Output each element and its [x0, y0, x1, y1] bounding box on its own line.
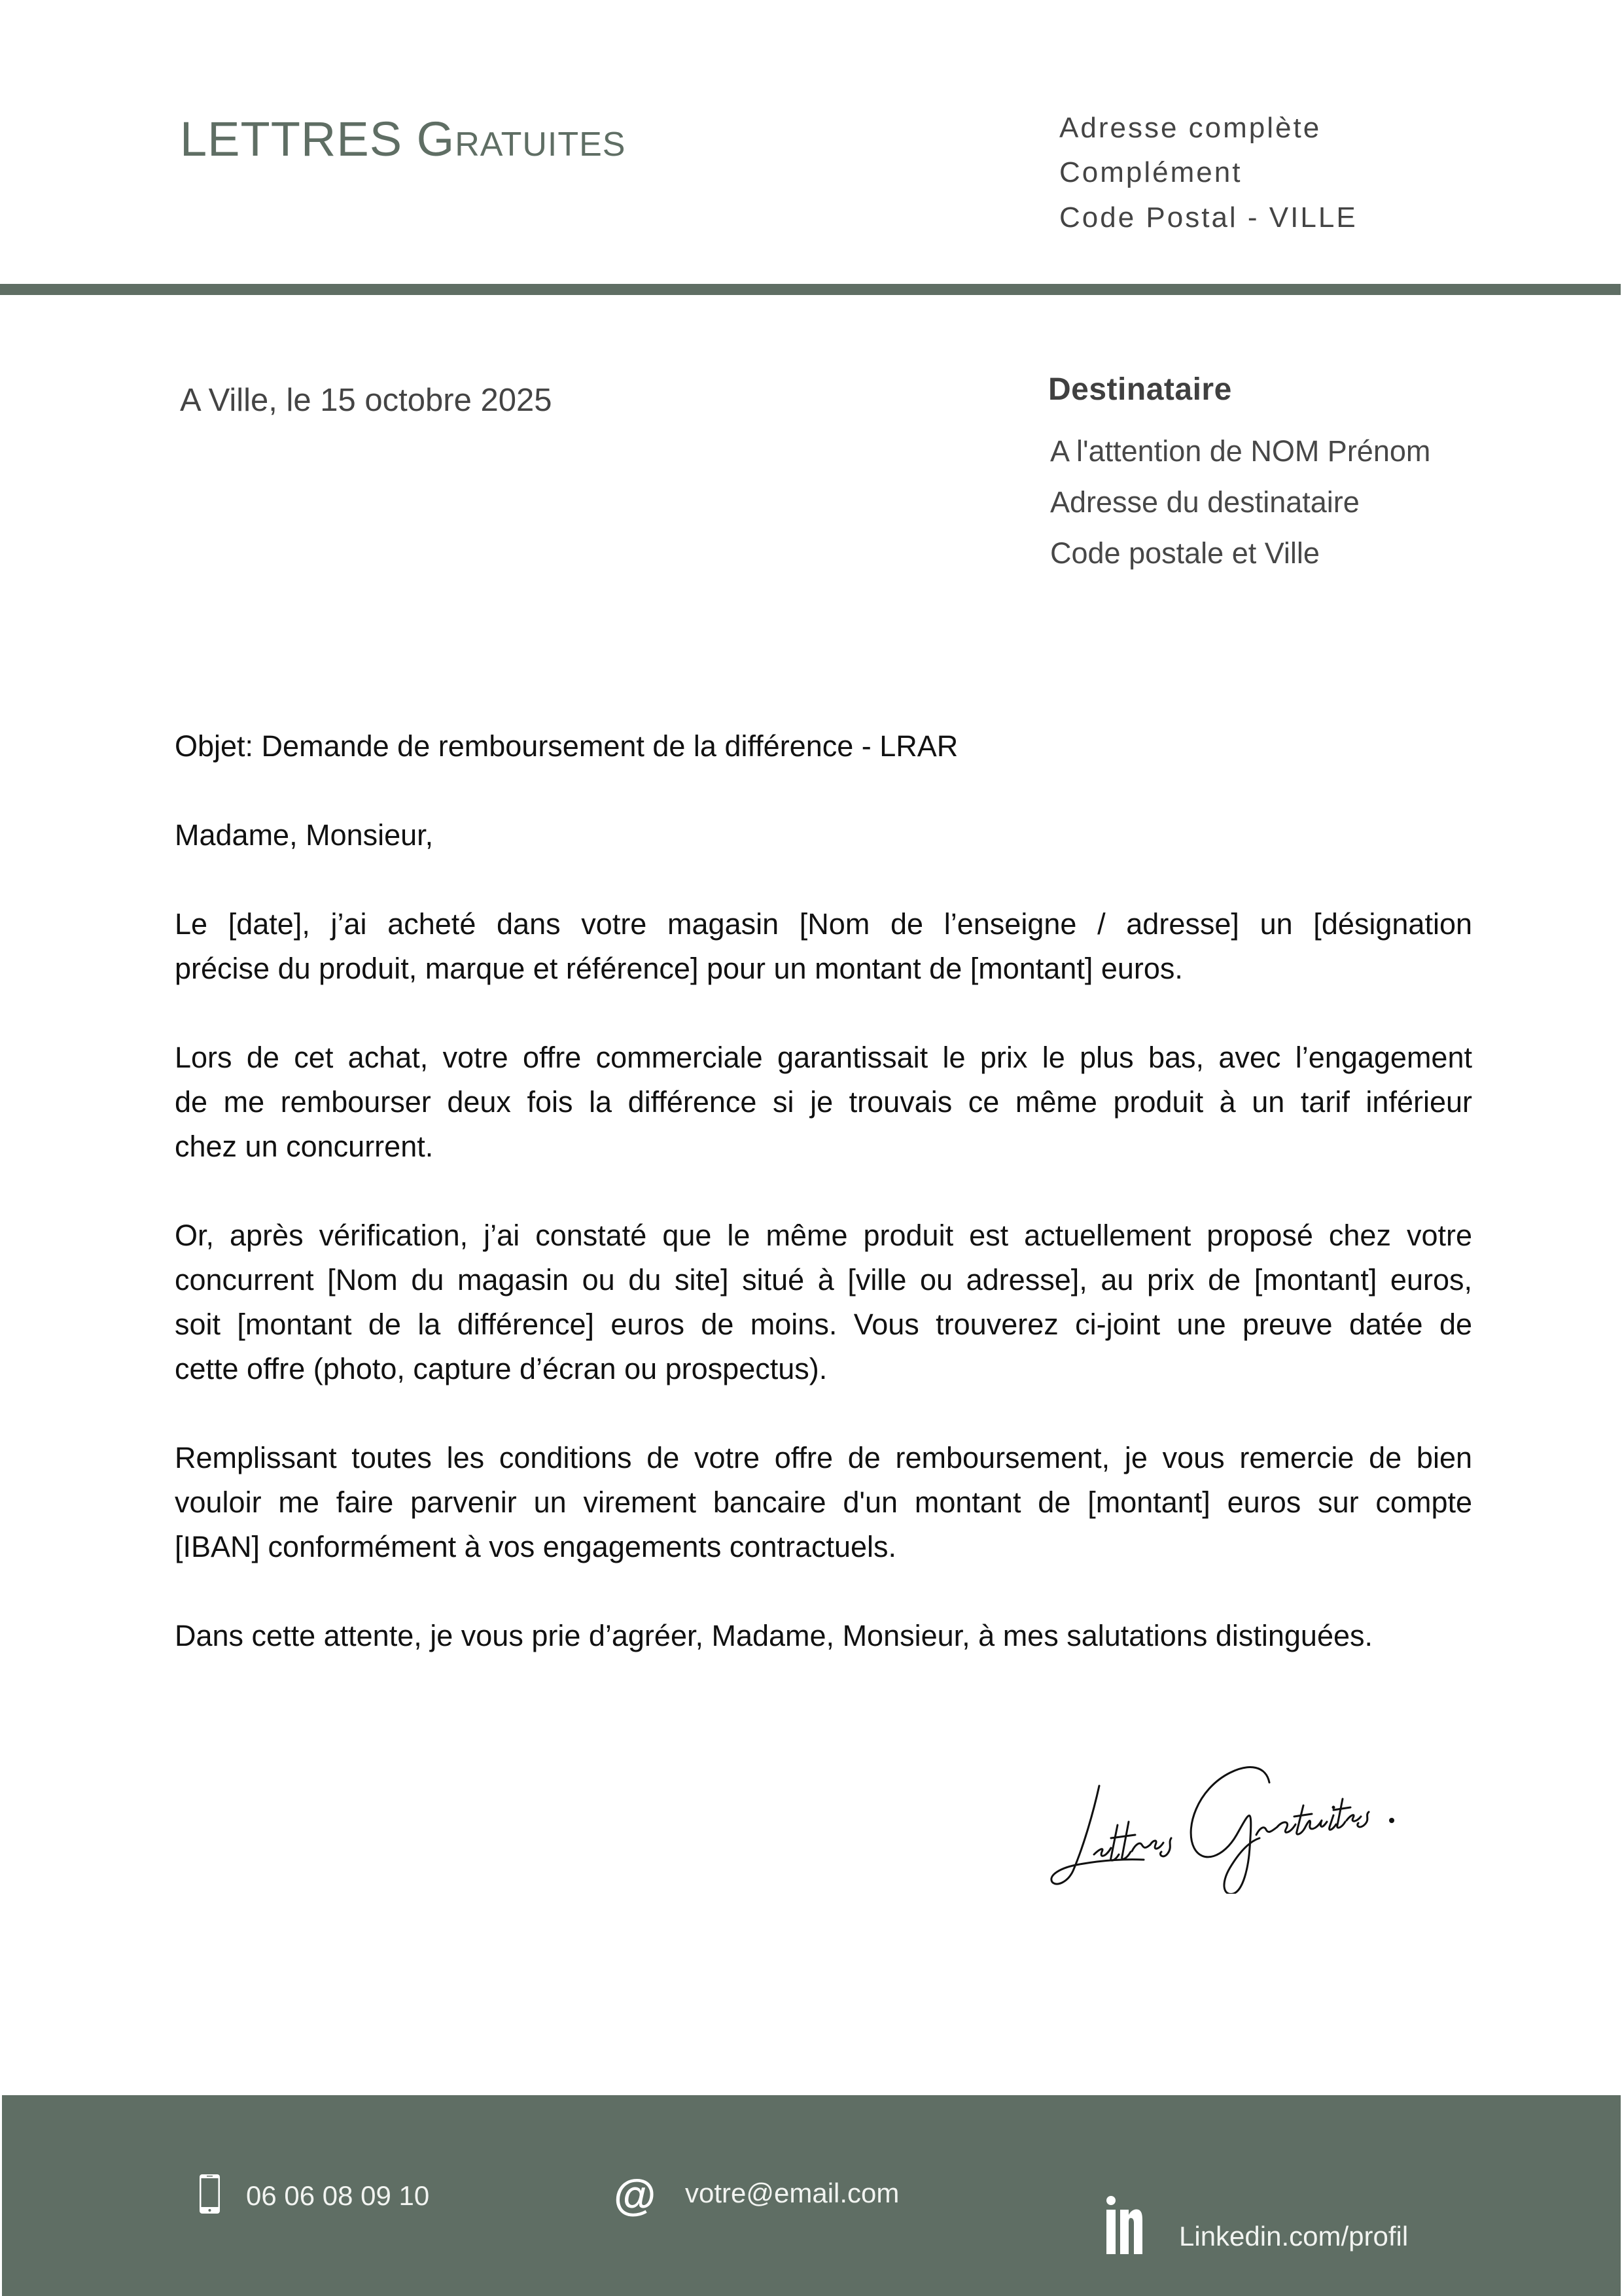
sender-address-line-3: Code Postal - VILLE [1059, 201, 1358, 234]
signature [1034, 1737, 1413, 1894]
recipient-line-1: A l'attention de NOM Prénom [1050, 434, 1431, 468]
paragraph-line: vouloir me faire parvenir un virement bancaire d'un montant de [montant] euros sur compte [175, 1486, 1472, 1519]
smartphone-icon [199, 2174, 220, 2214]
date-line: A Ville, le 15 octobre 2025 [180, 383, 552, 418]
linkedin-icon [1106, 2194, 1142, 2254]
recipient-heading: Destinataire [1048, 372, 1232, 407]
paragraph-line: Or, après vérification, j’ai constaté que le même produit est actuellement proposé chez votre [175, 1219, 1472, 1252]
paragraph-line: Remplissant toutes les conditions de votre offre de remboursement, je vous remercie de bien [175, 1441, 1472, 1474]
phone-number[interactable]: 06 06 08 09 10 [246, 2180, 430, 2211]
paragraph-line: Le [date], j’ai acheté dans votre magasin [Nom de l’enseigne / adresse] un [désignation [175, 907, 1472, 941]
paragraph-line: concurrent [Nom du magasin ou du site] situé à [ville ou adresse], au prix de [montant] euros, [175, 1263, 1472, 1296]
email-address[interactable]: votre@email.com [685, 2178, 900, 2208]
at-sign-icon: @ [614, 2170, 656, 2219]
brand-first-word: LETTRES [180, 112, 403, 166]
recipient-line-3: Code postale et Ville [1050, 536, 1320, 570]
greeting: Madame, Monsieur, [175, 818, 434, 852]
paragraph-line: de me rembourser deux fois la différence si je trouvais ce même produit à un tarif inférieur [175, 1085, 1472, 1119]
brand-title [180, 110, 626, 169]
paragraph-line: chez un concurrent. [175, 1130, 434, 1163]
brand-second-initial: G [416, 112, 455, 166]
sender-address-line-1: Adresse complète [1059, 112, 1322, 144]
brand-second-rest: ratuites [455, 112, 626, 166]
paragraph-line: cette offre (photo, capture d’écran ou prospectus). [175, 1352, 828, 1385]
paragraph-line: soit [montant de la différence] euros de moins. Vous trouverez ci-joint une preuve datée de [175, 1308, 1472, 1341]
paragraph-line: [IBAN] conformément à vos engagements contractuels. [175, 1530, 897, 1563]
header-divider-bar [0, 284, 1621, 295]
subject-line: Objet: Demande de remboursement de la différence - LRAR [175, 729, 959, 763]
closing-line: Dans cette attente, je vous prie d’agréer, Madame, Monsieur, à mes salutations distinguées. [175, 1619, 1373, 1652]
paragraph-line: précise du produit, marque et référence] pour un montant de [montant] euros. [175, 952, 1183, 985]
sender-address-line-2: Complément [1059, 156, 1243, 188]
signature-drawing [1034, 1737, 1413, 1894]
paragraph-line: Lors de cet achat, votre offre commerciale garantissait le prix le plus bas, avec l’engagement [175, 1041, 1472, 1074]
recipient-line-2: Adresse du destinataire [1050, 485, 1360, 519]
linkedin-profile[interactable]: Linkedin.com/profil [1179, 2221, 1409, 2252]
